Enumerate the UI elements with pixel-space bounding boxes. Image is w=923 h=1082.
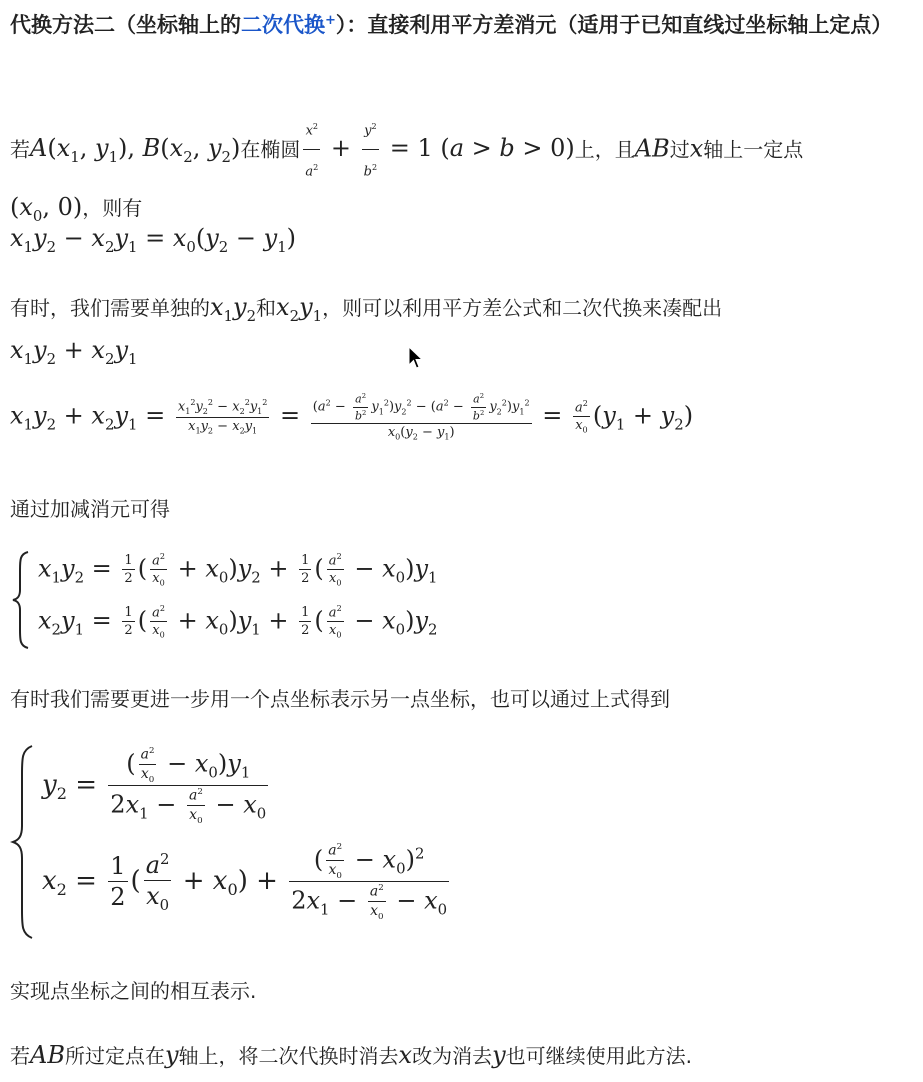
system-1-row-1: $x_1y_2$ = $\frac{1}{2}$ ( $\frac{a^2}{x_0}$ + $x_0)y_2$ + $\frac{1}{2}$ ( $\frac{a^2}{x_0}$ − $x_0)y_1$ (38, 552, 438, 588)
math-x: x (689, 134, 704, 163)
paragraph-need (10, 290, 900, 376)
text: ，则可以利用平方差公式和二次代换来凑配出 (322, 296, 723, 320)
text: 也可继续使用此方法. (505, 1044, 692, 1068)
math-x1y2: $x_1y_2$ (210, 293, 257, 325)
left-brace-icon (10, 550, 32, 650)
math-y: y (492, 1041, 506, 1069)
text: 实现点坐标之间的相互表示. (10, 979, 257, 1003)
equation-2: $x_1y_2 + x_2y_1$ = $\frac{x_1^2y_2^2 - x_2^2y_1^2}{x_1y_2 - x_2y_1}$ = ($a^2$ − $\frac{a^2}{b^2}$ $y_1^2)y_2^2 - (a^2$ − $\frac{a^2}{b^2}$ $y_2^2)y_1^2$ $x_0(y_2 - y_1)$ = $\frac{a^2}{x_0}$ $(y_1 + y_2)$ (10, 392, 694, 442)
left-brace-icon (10, 744, 36, 940)
section-heading (10, 4, 900, 42)
link-text[interactable]: 二次代换 (241, 13, 325, 37)
math-points: $A(x_1$, $y_1$), $B(x_2$, $y_2$) (30, 134, 241, 167)
text: 和 (256, 296, 277, 320)
math-y: y (164, 1041, 179, 1069)
heading-text: 代换方法二（坐标轴上的 (10, 13, 241, 37)
heading-text-rest: ）：直接利用平方差消元（适用于已知直线过坐标轴上定点） (335, 13, 893, 37)
system-2-row-1: $y_2$ = ( $\frac{a^2}{x_0}$ − $x_0)y_1$ $2x_1$ − $\frac{a^2}{x_0}$ − $x_0$ (42, 746, 267, 826)
text: ，则有 (82, 195, 143, 220)
paragraph-ellipse (10, 110, 900, 232)
text: 轴上一定点 (703, 137, 804, 162)
link-mark: + (325, 13, 336, 28)
math-x2y1: $x_2y_1$ (276, 293, 323, 325)
system-1 (10, 548, 610, 654)
system-1-row-2: $x_2y_1$ = $\frac{1}{2}$ ( $\frac{a^2}{x_0}$ + $x_0)y_1$ + $\frac{1}{2}$ ( $\frac{a^2}{x_0}$ − $x_0)y_2$ (38, 604, 438, 640)
text: 若 (10, 1044, 30, 1068)
article (10, 0, 910, 1069)
text: 若 (10, 137, 30, 162)
paragraph-represent (10, 682, 900, 716)
text: 有时我们需要更进一步用一个点坐标表示另一点坐标，也可以通过上式得到 (10, 687, 670, 711)
text: 上，且 (574, 137, 635, 162)
text: 过 (669, 137, 690, 162)
math-ab: AB (634, 134, 670, 163)
system-2-row-2: $x_2$ = $\frac{1}{2}$ ( $\frac{a^2}{x_0}$ + $x_0$) + ( $\frac{a^2}{x_0}$ − $x_0)^2$ $2x_1$ − $\frac{a^2}{x_0}$ − $x_0$ (42, 842, 448, 922)
math-sum: $x_1y_2 + x_2y_1$ (10, 335, 138, 368)
text: 所过定点在 (64, 1044, 165, 1068)
math-ellipse-equation: $\frac{x^2}{a^2}$ + $\frac{y^2}{b^2}$ = 1 (a > b > 0) (300, 134, 574, 162)
paragraph-elimination (10, 492, 170, 526)
system-2 (10, 742, 610, 942)
paragraph-y-axis (10, 1038, 900, 1073)
math-fixed-point: ($x_0$, 0) (10, 192, 83, 225)
text: 通过加减消元可得 (10, 497, 170, 521)
text: 在椭圆 (240, 137, 301, 162)
mouse-cursor-icon (408, 346, 424, 370)
text: 改为消去 (412, 1044, 493, 1068)
paragraph-mutual (10, 974, 256, 1008)
equation-1: $x_1y_2 - x_2y_1 = x_0(y_2 - y_1)$ (10, 224, 297, 256)
text: 轴上，将二次代换时消去 (178, 1044, 399, 1068)
quadratic-substitution-link[interactable] (241, 13, 336, 37)
text: 有时，我们需要单独的 (10, 296, 210, 320)
math-x: x (398, 1041, 413, 1069)
math-ab: AB (30, 1041, 65, 1069)
